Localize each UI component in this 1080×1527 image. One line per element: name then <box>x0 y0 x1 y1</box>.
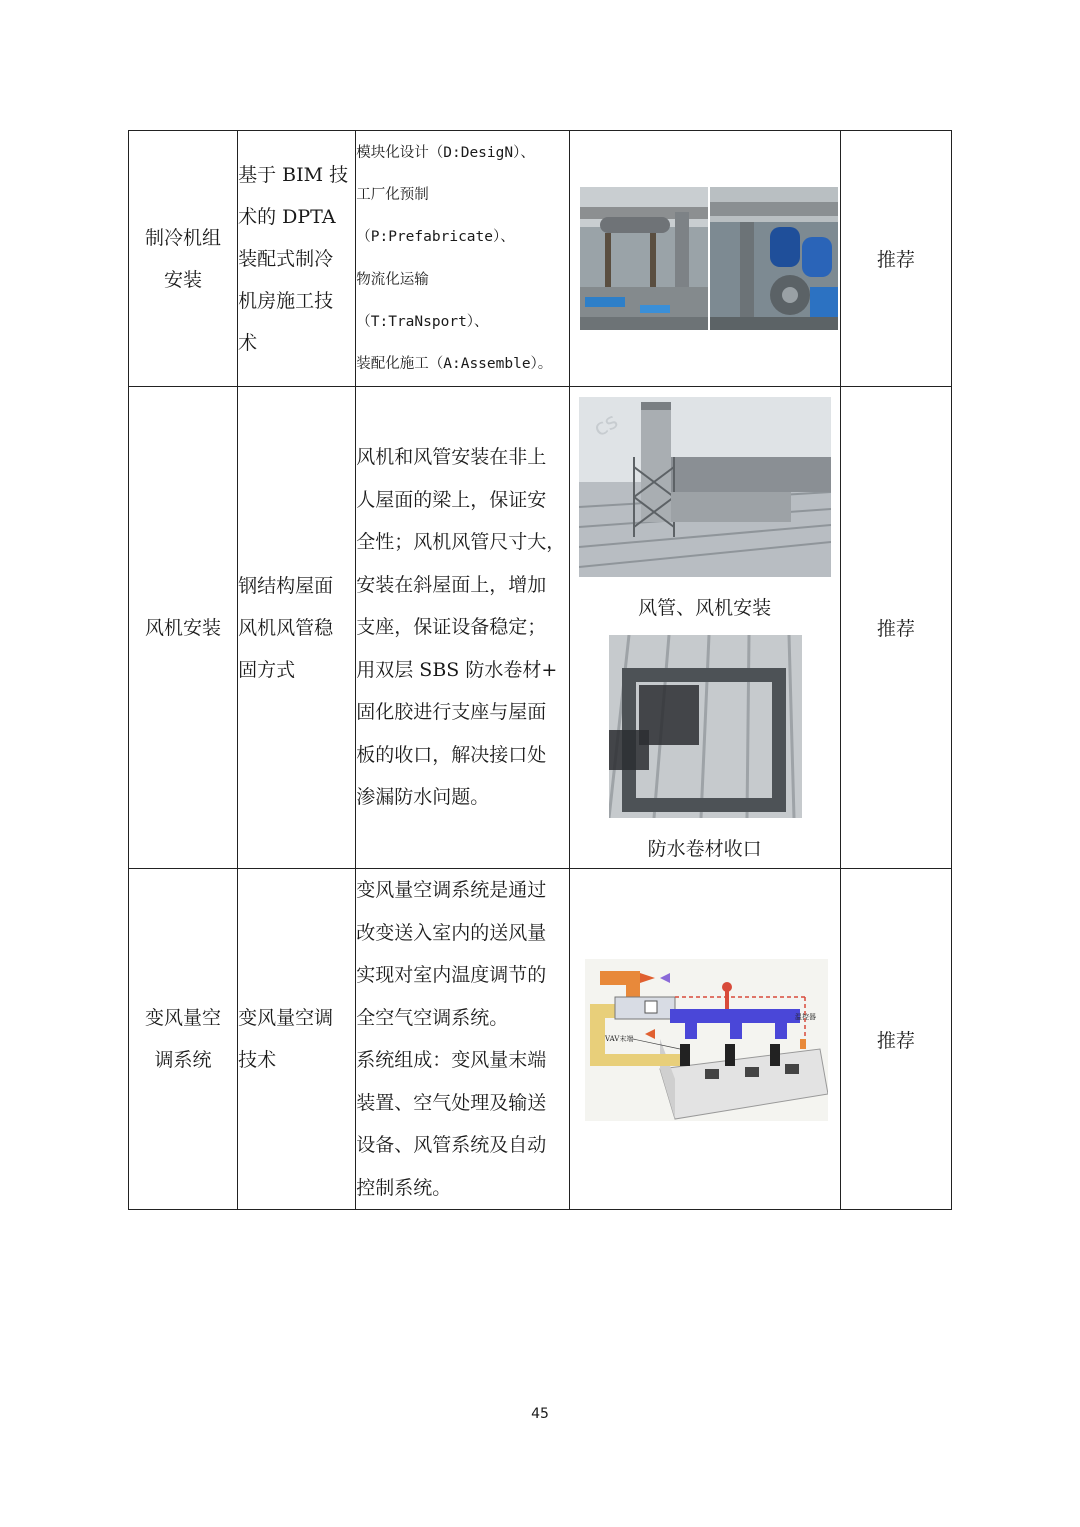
chiller-room-photo-left <box>580 187 708 330</box>
chiller-room-photo-right <box>710 187 838 330</box>
vav-system-diagram <box>585 959 828 1121</box>
image-cell <box>569 387 840 869</box>
technology-cell <box>238 869 356 1210</box>
category-line: 变风量空 <box>145 1007 222 1029</box>
category-line: 安装 <box>164 268 203 291</box>
image-cell <box>569 131 840 387</box>
waterproof-membrane-photo <box>609 635 802 818</box>
thermostat-label: 温控器 <box>794 1013 816 1021</box>
membrane-caption: 防水卷材收口 <box>647 838 762 860</box>
technology-cell <box>238 131 356 387</box>
table-row <box>129 869 952 1210</box>
technology-line: 基于 BIM 技 <box>238 163 349 186</box>
recommendation-cell <box>840 131 951 387</box>
category-line: 调系统 <box>154 1049 212 1071</box>
description-line: 模块化设计（D:DesigN）、 <box>356 144 535 161</box>
recommendation-cell <box>840 869 951 1210</box>
technology-line: 术的 DPTA <box>238 205 336 228</box>
recommendation-label: 推荐 <box>876 1029 915 1052</box>
recommendation-label: 推荐 <box>876 618 915 640</box>
description-cell <box>356 387 569 869</box>
description-line: 支座，保证设备稳定； <box>356 616 547 639</box>
fan-duct-caption: 风管、风机安装 <box>638 597 772 619</box>
description-line: 改变送入室内的送风量 <box>356 921 547 944</box>
technology-line: 风机风管稳 <box>238 616 334 639</box>
technology-line: 技术 <box>238 1049 277 1071</box>
description-line: 用双层 SBS 防水卷材+ <box>356 658 558 681</box>
technology-table <box>128 130 952 1210</box>
description-cell <box>356 869 569 1210</box>
table-row <box>129 387 952 869</box>
description-line: 人屋面的梁上，保证安 <box>356 488 547 511</box>
description-line: 装置、空气处理及输送 <box>356 1091 547 1114</box>
technology-line: 钢结构屋面 <box>238 574 334 597</box>
description-line: 全空气空调系统。 <box>356 1006 509 1029</box>
description-line: 工厂化预制 <box>356 186 429 203</box>
description-line: 安装在斜屋面上，增加 <box>356 573 547 596</box>
technology-line: 变风量空调 <box>238 1007 334 1029</box>
recommendation-label: 推荐 <box>876 249 915 271</box>
roof-fan-duct-photo <box>579 397 831 577</box>
description-line: 物流化运输 <box>356 271 429 288</box>
recommendation-cell <box>840 387 951 869</box>
category-cell <box>129 387 238 869</box>
technology-line: 机房施工技 <box>238 289 334 312</box>
description-line: 板的收口，解决接口处 <box>356 743 547 766</box>
description-line: 装配化施工（A:Assemble）。 <box>356 356 553 373</box>
technology-line: 术 <box>238 331 258 354</box>
description-line: （P:Prefabricate）、 <box>356 229 515 246</box>
description-line: 实现对室内温度调节的 <box>356 964 547 986</box>
svg-text:cs: cs <box>589 408 622 443</box>
category-cell <box>129 869 238 1210</box>
description-line: 系统组成：变风量末端 <box>356 1049 547 1071</box>
table-row <box>129 131 952 387</box>
description-line: 固化胶进行支座与屋面 <box>356 701 547 724</box>
category-line: 风机安装 <box>145 616 222 639</box>
description-line: 控制系统。 <box>356 1176 452 1199</box>
technology-line: 固方式 <box>238 658 296 681</box>
category-cell <box>129 131 238 387</box>
description-line: 设备、风管系统及自动 <box>356 1134 547 1156</box>
description-line: 全性；风机风管尺寸大， <box>356 531 566 554</box>
description-line: （T:TraNsport）、 <box>356 313 489 330</box>
description-cell <box>356 131 569 387</box>
image-cell <box>569 869 840 1210</box>
description-line: 风机和风管安装在非上 <box>356 446 547 469</box>
page-number: 45 <box>531 1406 549 1422</box>
technology-line: 装配式制冷 <box>238 247 334 270</box>
vav-terminal-label: VAV末端 <box>604 1035 633 1043</box>
technology-cell <box>238 387 356 869</box>
description-line: 变风量空调系统是通过 <box>356 879 547 901</box>
category-line: 制冷机组 <box>145 226 222 249</box>
description-line: 渗漏防水问题。 <box>356 786 490 809</box>
